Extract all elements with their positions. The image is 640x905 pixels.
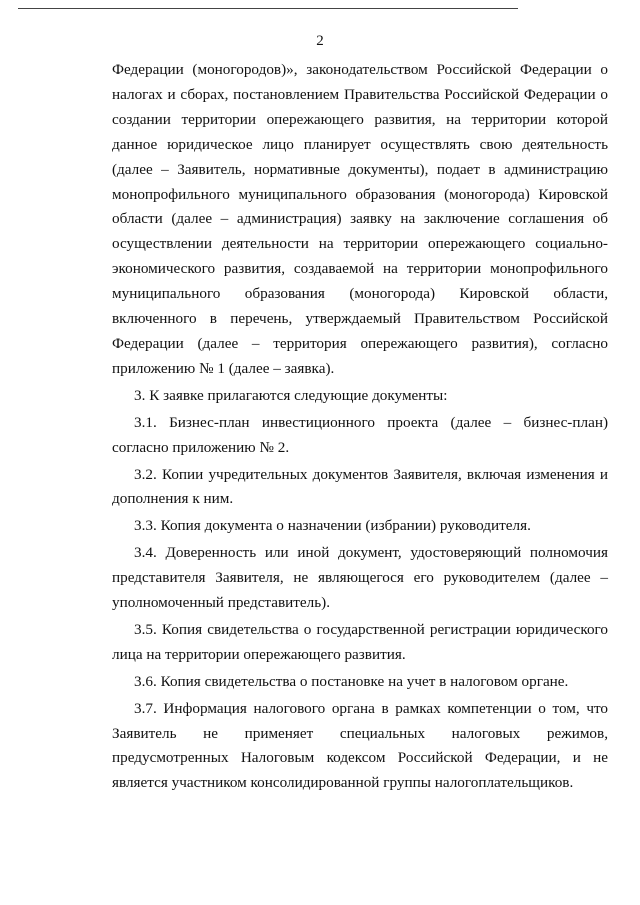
page-number: 2 [316,33,324,49]
paragraph-3-1: 3.1. Бизнес-план инвестиционного проекта (далее – бизнес-план) согласно приложению № 2. [112,413,608,456]
paragraph-3-6: 3.6. Копия свидетельства о постановке на учет в налоговом органе. [134,672,569,690]
paragraph-3-2: 3.2. Копии учредительных документов Заявителя, включая изменения и дополнения к ним. [112,465,608,508]
paragraph-3-7: 3.7. Информация налогового органа в рамках компетенции о том, что Заявитель не применяет специальных налоговых режимов, предусмотренных Налоговым кодексом Российской Федерации, и не является участником консолидированной группы налогоплательщиков. [112,699,608,792]
paragraph-3-3: 3.3. Копия документа о назначении (избрании) руководителя. [134,517,531,535]
document-body [112,58,608,796]
paragraph-3: 3. К заявке прилагаются следующие документы: [134,386,448,404]
paragraph-3-5: 3.5. Копия свидетельства о государственной регистрации юридического лица на территории опережающего развития. [112,620,608,663]
paragraph-3-4: 3.4. Доверенность или иной документ, удостоверяющий полномочия представителя Заявителя, не являющегося его руководителем (далее – уполномоченный представитель). [112,544,608,612]
top-rule [18,8,518,9]
paragraph-continuation: Федерации (моногородов)», законодательством Российской Федерации о налогах и сборах, постановлением Правительства Российской Федерации о создании территории опережающего развития, на территории которой данное юридическое лицо планирует осуществлять свою деятельность (далее – Заявитель, нормативные документы), подает в администрацию монопрофильного муниципального образования (моногорода) Кировской области (далее – администрация) заявку на заключение соглашения об осуществлении деятельности на территории опережающего социально-экономического развития, создаваемой на территории монопрофильного муниципального образования (моногорода) Кировской области, включенного в перечень, утверждаемый Правительством Российской Федерации (далее – территория опережающего развития), согласно приложению № 1 (далее – заявка). [112,61,608,377]
